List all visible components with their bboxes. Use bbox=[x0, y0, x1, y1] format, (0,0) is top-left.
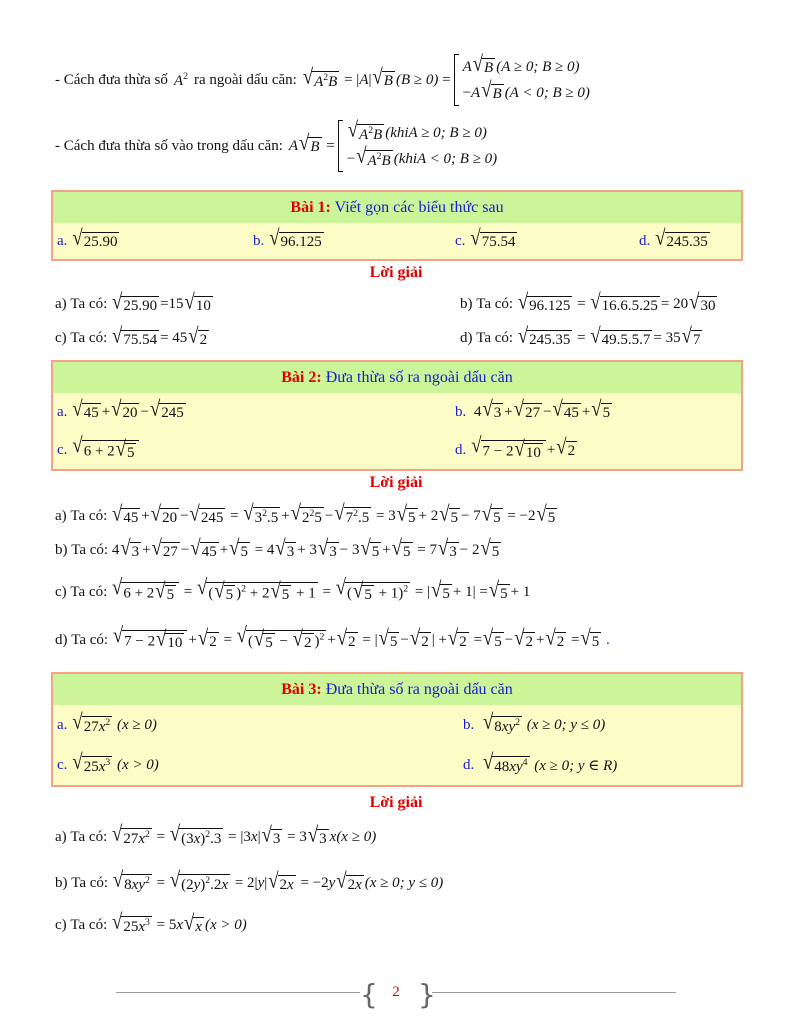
bai2-solution-d: d) Ta có: √ 7 − 2 √ 10 + √ 2 = √ ( √ 5 − √ 2 )$^2$ + √ 2 = | √ 5 − √ 2 | + √ 2 = √ 5 − √ 2 + √ 2 = √ 5 . bbox=[55, 623, 610, 652]
exercise-3-header: Bài 3: Đưa thừa số ra ngoài dấu căn bbox=[53, 674, 741, 705]
intro-rule-out: - Cách đưa thừa số $A^2$ ra ngoài dấu căn: √ $A^2B$ = |A| √ B (B ≥ 0) = A √ B (A ≥ 0; B ≥ 0) − A √ B (A < 0; B ≥ 0) bbox=[55, 54, 590, 106]
intro-line2-label: - Cách đưa thừa số vào trong dấu căn: bbox=[55, 137, 283, 154]
bai3-solution-b: b) Ta có: √ $8xy^2$ = √ $(2y)^2.2x$ = 2|y| √ 2x = −2y √ 2x (x ≥ 0; y ≤ 0) bbox=[55, 867, 444, 893]
footer-brace-left-icon: { bbox=[360, 978, 378, 1011]
footer-rule-left bbox=[116, 992, 360, 993]
bai2-solution-a: a) Ta có: √ 45 + √ 20 − √ 245 = √ $3^2.5$ + √ $2^25$ − √ $7^2.5$ = 3 √ 5 + 2 √ 5 − 7 √ 5 = −2 √ 5 bbox=[55, 500, 556, 526]
bai3-solution-c: c) Ta có: √ $25x^3$ = 5x √ x (x > 0) bbox=[55, 909, 247, 935]
exercise-2-box: Bài 2: Đưa thừa số ra ngoài dấu căn a. √ 45 + √ 20 − √ 245 b. 4 √ 3 + √ 27 − √ 45 + √ 5 c. √ 6 + 2 √ 5 d. √ 7 − 2 √ 10 + √ 2 bbox=[51, 360, 743, 471]
intro-line1-mid: ra ngoài dấu căn: bbox=[193, 71, 297, 88]
bai3-solution-a: a) Ta có: √ $27x^2$ = √ $(3x)^2.3$ = |3x| √ 3 = 3 √ 3 x (x ≥ 0) bbox=[55, 821, 377, 847]
exercise-2-header: Bài 2: Đưa thừa số ra ngoài dấu căn bbox=[53, 362, 741, 393]
exercise-3-box: Bài 3: Đưa thừa số ra ngoài dấu căn a. √ $27x^2$ (x ≥ 0) b. √ $8xy^2$ (x ≥ 0; y ≤ 0) c. √ $25x^3$ (x > 0) d. √ $48xy^4$ (x ≥ 0; y ∈ R) bbox=[51, 672, 743, 787]
footer-brace-right-icon: } bbox=[418, 978, 436, 1011]
bai1-solution-a: a) Ta có: √ 25.90 =15 √ 10 bbox=[55, 290, 211, 315]
page-number: 2 bbox=[392, 984, 400, 1000]
solution-heading-2: Lời giải bbox=[369, 474, 423, 491]
bai1-solution-d: d) Ta có: √ 245.35 = √ 49.5.5.7 = 35 √ 7 bbox=[460, 324, 701, 349]
bai2-solution-b: b) Ta có: 4 √ 3 + √ 27 − √ 45 + √ 5 = 4 √ 3 + 3 √ 3 − 3 √ 5 + √ 5 = 7 √ 3 − 2 √ 5 bbox=[55, 536, 500, 561]
intro-cond1: (B ≥ 0) bbox=[395, 71, 439, 88]
intro-line1-label: - Cách đưa thừa số bbox=[55, 71, 168, 88]
solution-heading-3: Lời giải bbox=[369, 794, 423, 811]
bai1-solution-c: c) Ta có: √ 75.54 = 45 √ 2 bbox=[55, 324, 208, 349]
exercise-1-header: Bài 1: Viết gọn các biểu thức sau bbox=[53, 192, 741, 223]
intro-cases-1: A √ B (A ≥ 0; B ≥ 0) − A √ B (A < 0; B ≥ 0) bbox=[454, 54, 590, 106]
footer-rule-right bbox=[432, 992, 676, 993]
solution-heading-1: Lời giải bbox=[369, 264, 423, 281]
bai1-solution-b: b) Ta có: √ 96.125 = √ 16.6.5.25 = 20 √ 30 bbox=[460, 290, 716, 315]
exercise-1-box: Bài 1: Viết gọn các biểu thức sau a. √ 25.90 b. √ 96.125 c. √ 75.54 d. √ 245.35 bbox=[51, 190, 743, 261]
bai2-solution-c: c) Ta có: √ 6 + 2 √ 5 = √ ( √ 5 )$^2$ + 2 √ 5 + 1 = √ ( √ 5 + 1)$^2$ = | √ 5 + 1| = √ 5 + 1 bbox=[55, 575, 531, 604]
intro-cases-2: √ $A^2B$ (khiA ≥ 0; B ≥ 0) − √ $A^2B$ (khiA < 0; B ≥ 0) bbox=[338, 120, 497, 172]
intro-rule-in: - Cách đưa thừa số vào trong dấu căn: A √ B = √ $A^2B$ (khiA ≥ 0; B ≥ 0) − √ $A^2B$ (khiA < 0; B ≥ 0) bbox=[55, 120, 497, 172]
